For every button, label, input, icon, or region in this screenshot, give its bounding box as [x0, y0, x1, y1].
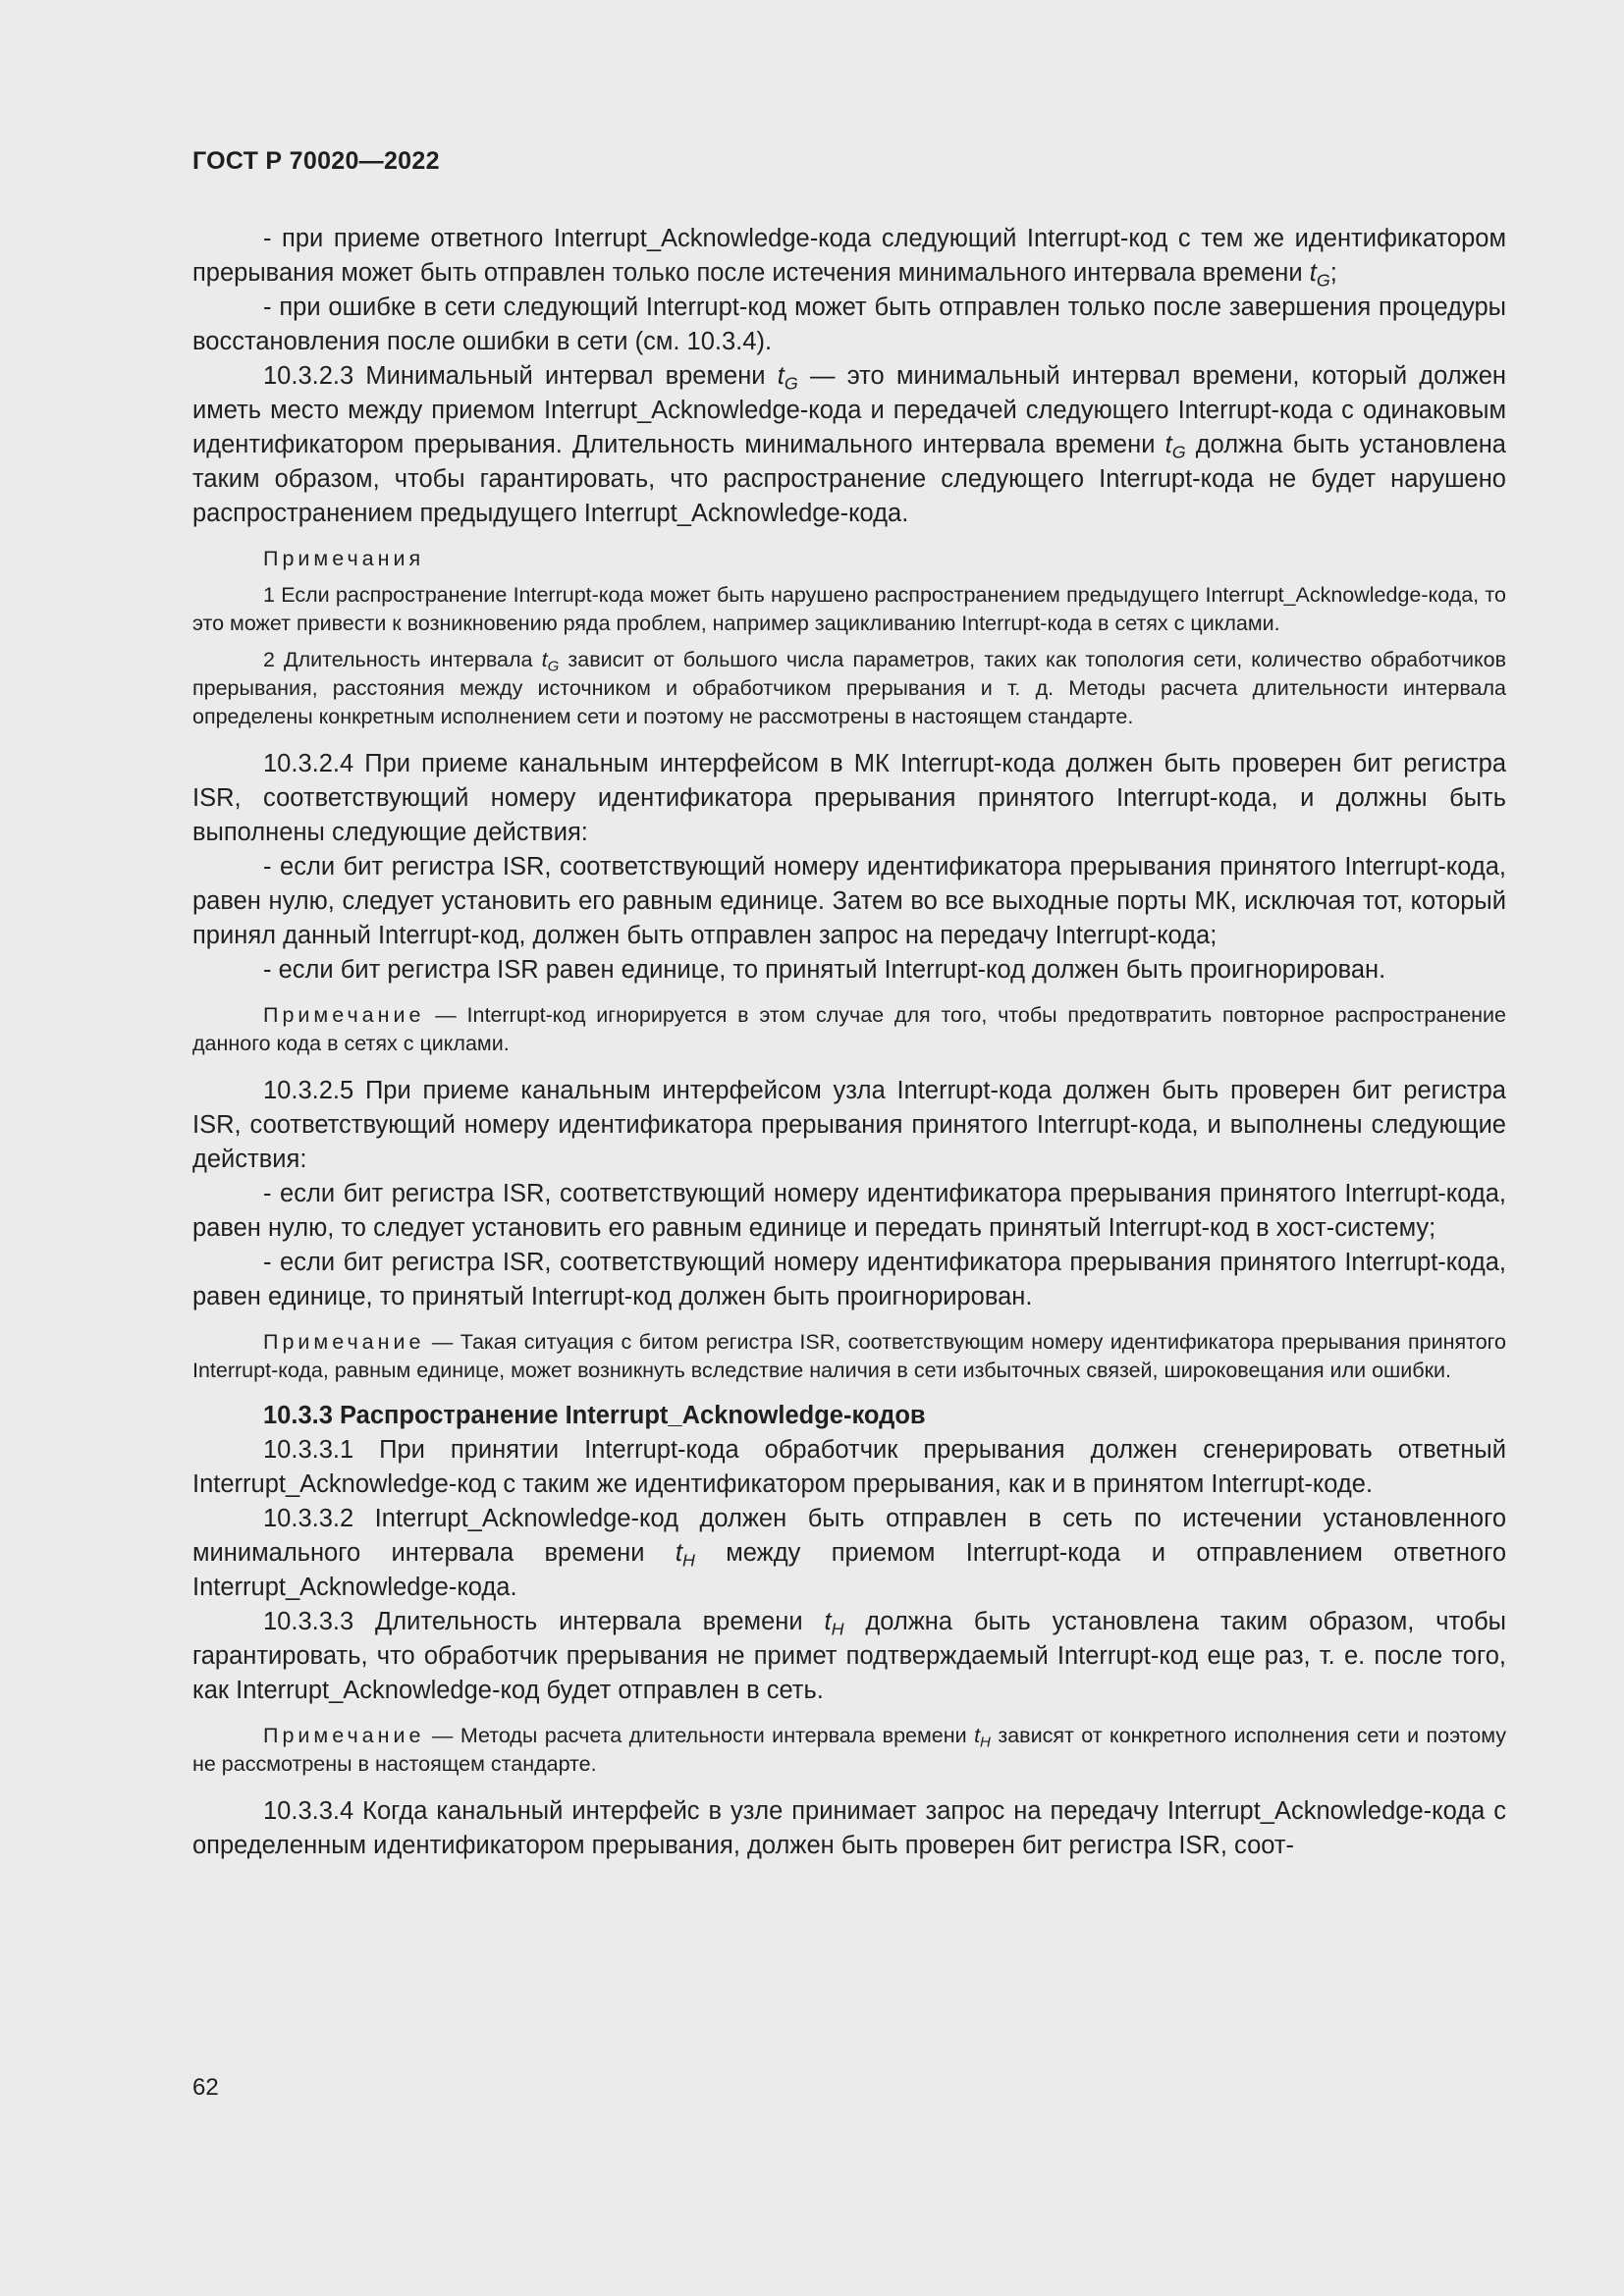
text-segment: — это минимальный интервал времени, который должен иметь место между приемом Interrupt_Acknowledge-кода и передачей следующего Interrupt-кода с одинаковым идентификатором прерывания. Длительность минимального интервала времени: [192, 362, 1507, 458]
text-segment: 10.3.3.2 Interrupt_Acknowledge-код должен быть отправлен в сеть по истечении установленного минимального интервала времени: [192, 1505, 1506, 1567]
paragraph: [192, 1502, 1506, 1605]
note: 1 Если распространение Interrupt-кода может быть нарушено распространением предыдущего Interrupt_Acknowledge-кода, то это может привести к возникновению ряда проблем, например зацикливанию Interrupt-кода в сетях с циклами.: [192, 583, 1506, 635]
math-variable: t: [541, 648, 548, 671]
list-item: [192, 222, 1506, 291]
document-body: [192, 222, 1506, 1863]
page-number: 62: [192, 2074, 219, 2101]
paragraph: 10.3.3.4 Когда канальный интерфейс в узле принимает запрос на передачу Interrupt_Acknowledge-кода с определенным идентификатором прерывания, должен быть проверен бит регистра ISR, соот-: [192, 1797, 1506, 1859]
document-header: ГОСТ Р 70020—2022: [192, 147, 440, 175]
math-subscript: H: [681, 1550, 695, 1571]
list-item: - если бит регистра ISR равен единице, то принятый Interrupt-код должен быть проигнорирован.: [263, 956, 1386, 984]
list-item: - если бит регистра ISR, соответствующий номеру идентификатора прерывания принятого Interrupt-кода, равен единице, то принятый Interrupt-код должен быть проигнорирован.: [192, 1249, 1506, 1310]
notes-heading: Примечания: [263, 547, 425, 570]
text-segment: между приемом Interrupt-кода и отправлением ответного Interrupt_Acknowledge-кода.: [192, 1539, 1507, 1601]
math-variable: t: [777, 362, 785, 390]
text-segment: зависят от конкретного исполнения сети и поэтому не рассмотрены в настоящем стандарте.: [192, 1724, 1506, 1776]
math-subscript: H: [831, 1619, 844, 1639]
math-subscript: G: [1171, 442, 1186, 462]
note: [192, 646, 1506, 731]
note: [192, 1001, 1506, 1058]
text-segment: - при приеме ответного Interrupt_Acknowledge-кода следующий Interrupt-код с тем же идентификатором прерывания может быть отправлен только после истечения минимального интервала времени: [192, 225, 1506, 287]
list-item: - если бит регистра ISR, соответствующий номеру идентификатора прерывания принятого Interrupt-кода, равен нулю, следует установить его равным единице. Затем во все выходные порты МК, исключая тот, который принял данный Interrupt-код, должен быть отправлен запрос на передачу Interrupt-кода;: [192, 853, 1506, 949]
text-segment: 2 Длительность интервала: [263, 648, 533, 671]
text-segment: ;: [1329, 259, 1337, 287]
list-item: - при ошибке в сети следующий Interrupt-код может быть отправлен только после завершения процедуры восстановления после ошибки в сети (см. 10.3.4).: [192, 294, 1506, 355]
paragraph: 10.3.3.1 При принятии Interrupt-кода обработчик прерывания должен сгенерировать ответный Interrupt_Acknowledge-код с таким же идентификатором прерывания, как и в принятом Interrupt-коде.: [192, 1436, 1506, 1498]
text-segment: должна быть установлена таким образом, чтобы гарантировать, что распространение следующего Interrupt-кода не будет нарушено распространением предыдущего Interrupt_Acknowledge-кода.: [192, 431, 1506, 527]
text-segment: 10.3.3.3 Длительность интервала времени: [263, 1608, 803, 1635]
note: [192, 1328, 1506, 1385]
math-subscript: H: [980, 1734, 991, 1751]
math-subscript: G: [547, 658, 560, 675]
math-variable: t: [1309, 259, 1317, 287]
text-segment: должна быть установлена таким образом, чтобы гарантировать, что обработчик прерывания не примет подтверждаемый Interrupt-код еще раз, т. е. после того, как Interrupt_Acknowledge-код будет отправлен в сеть.: [192, 1608, 1506, 1704]
math-variable: t: [1164, 431, 1172, 458]
math-variable: t: [675, 1539, 682, 1567]
text-segment: — Interrupt-код игнорируется в этом случае для того, чтобы предотвратить повторное распространение данного кода в сетях с циклами.: [192, 1003, 1506, 1055]
paragraph: [192, 359, 1506, 531]
math-variable: t: [824, 1608, 832, 1635]
text-segment: — Такая ситуация с битом регистра ISR, соответствующим номеру идентификатора прерывания принятого Interrupt-кода, равным единице, может возникнуть вследствие наличия в сети избыточных связей, широковещания или ошибки.: [192, 1330, 1506, 1382]
list-item: - если бит регистра ISR, соответствующий номеру идентификатора прерывания принятого Interrupt-кода, равен нулю, то следует установить его равным единице и передать принятый Interrupt-код в хост-систему;: [192, 1180, 1506, 1242]
math-variable: t: [974, 1724, 981, 1747]
text-segment: 10.3.2.3 Минимальный интервал времени: [263, 362, 766, 390]
paragraph: 10.3.2.4 При приеме канальным интерфейсом в МК Interrupt-кода должен быть проверен бит регистра ISR, соответствующий номеру идентификатора прерывания принятого Interrupt-кода, и должны быть выполнены следующие действия:: [192, 750, 1506, 846]
math-subscript: G: [1316, 270, 1330, 291]
text-segment: — Методы расчета длительности интервала времени: [431, 1724, 967, 1747]
note-label: Примечание: [263, 1330, 425, 1354]
math-subscript: G: [784, 373, 798, 394]
text-segment: зависит от большого числа параметров, таких как топология сети, количество обработчиков прерывания, расстояния между источником и обработчиком прерывания и т. д. Методы расчета длительности интервала определены конкретным исполнением сети и поэтому не рассмотрены в настоящем стандарте.: [192, 648, 1506, 728]
section-heading: 10.3.3 Распространение Interrupt_Acknowledge-кодов: [263, 1402, 926, 1429]
paragraph: [192, 1605, 1506, 1708]
paragraph: 10.3.2.5 При приеме канальным интерфейсом узла Interrupt-кода должен быть проверен бит регистра ISR, соответствующий номеру идентификатора прерывания принятого Interrupt-кода, и выполнены следующие действия:: [192, 1077, 1506, 1173]
note-label: Примечание: [263, 1724, 425, 1747]
note-label: Примечание: [263, 1003, 425, 1027]
note: [192, 1722, 1506, 1779]
